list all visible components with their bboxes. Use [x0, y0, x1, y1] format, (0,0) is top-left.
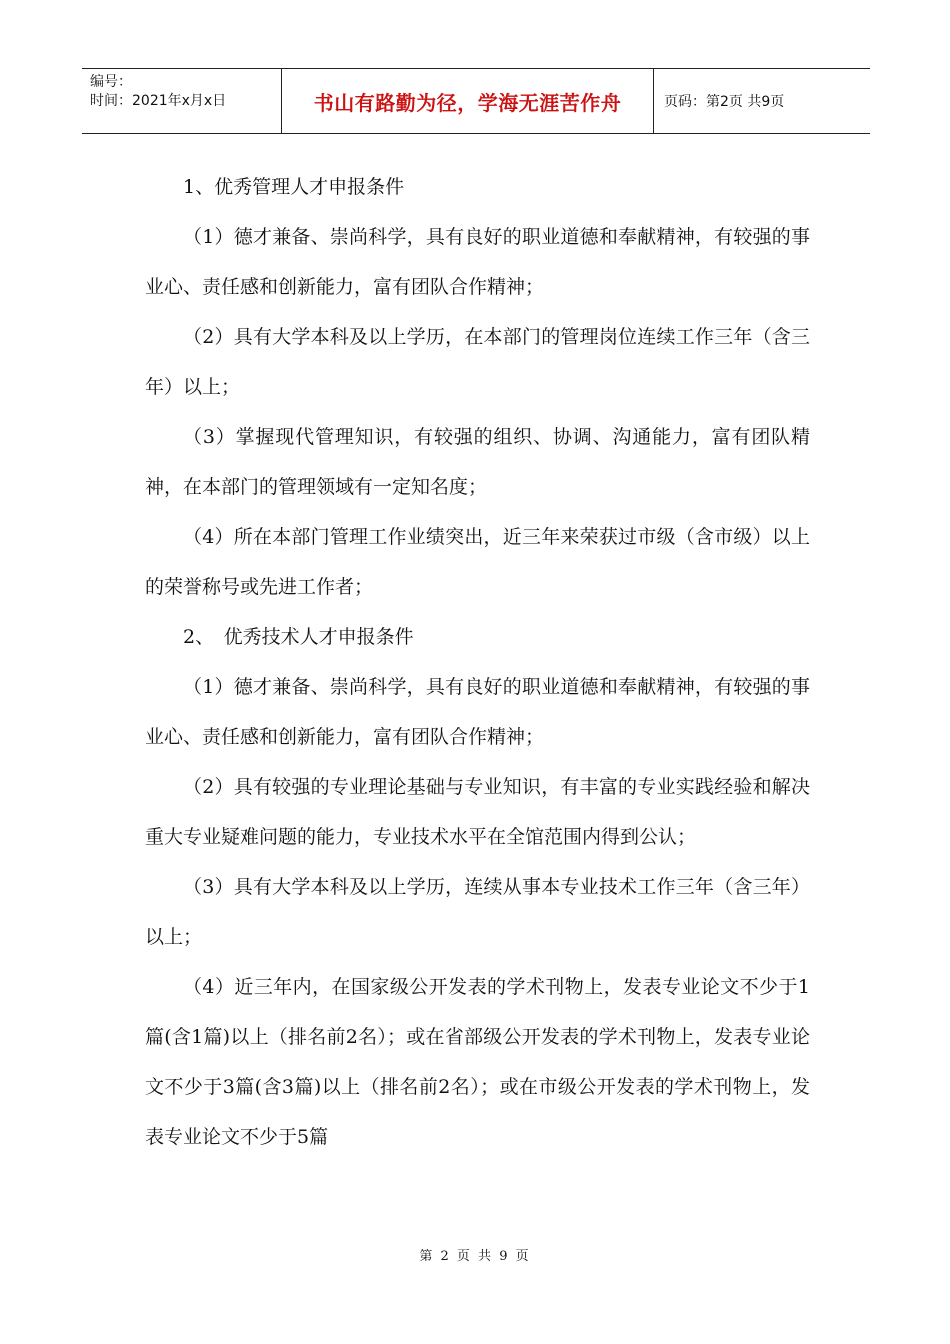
- paragraph: （3）掌握现代管理知识，有较强的组织、协调、沟通能力，富有团队精神，在本部门的管理领域有一定知名度；: [145, 426, 810, 498]
- paragraph: （4）所在本部门管理工作业绩突出，近三年来荣获过市级（含市级）以上的荣誉称号或先进工作者；: [145, 526, 810, 598]
- page-footer: 第 2 页 共 9 页: [419, 1249, 531, 1264]
- document-number: 编号：: [90, 74, 132, 90]
- header-meta: [82, 69, 282, 133]
- header-motto: 书山有路勤为径，学海无涯苦作舟: [282, 69, 654, 133]
- section-heading-technical: 2、 优秀技术人才申报条件: [183, 626, 414, 648]
- paragraph: （2）具有较强的专业理论基础与专业知识，有丰富的专业实践经验和解决重大专业疑难问题的能力，专业技术水平在全馆范围内得到公认；: [145, 776, 810, 848]
- document-body: [145, 162, 810, 1162]
- document-date: 时间：2021年x月x日: [90, 93, 227, 109]
- page-header: [82, 68, 870, 134]
- header-page-info: 页码：第2页 共9页: [664, 94, 785, 110]
- paragraph: （4）近三年内，在国家级公开发表的学术刊物上，发表专业论文不少于1篇(含1篇)以上（排名前2名）；或在省部级公开发表的学术刊物上，发表专业论文不少于3篇(含3篇)以上（排名前2名）；或在市级公开发表的学术刊物上，发表专业论文不少于5篇: [145, 976, 810, 1148]
- section-heading-management: 1、优秀管理人才申报条件: [183, 176, 405, 198]
- paragraph: （1）德才兼备、崇尚科学，具有良好的职业道德和奉献精神，有较强的事业心、责任感和创新能力，富有团队合作精神；: [145, 226, 810, 298]
- paragraph: （3）具有大学本科及以上学历，连续从事本专业技术工作三年（含三年）以上；: [145, 876, 810, 948]
- paragraph: （2）具有大学本科及以上学历，在本部门的管理岗位连续工作三年（含三年）以上；: [145, 326, 810, 398]
- paragraph: （1）德才兼备、崇尚科学，具有良好的职业道德和奉献精神，有较强的事业心、责任感和创新能力，富有团队合作精神；: [145, 676, 810, 748]
